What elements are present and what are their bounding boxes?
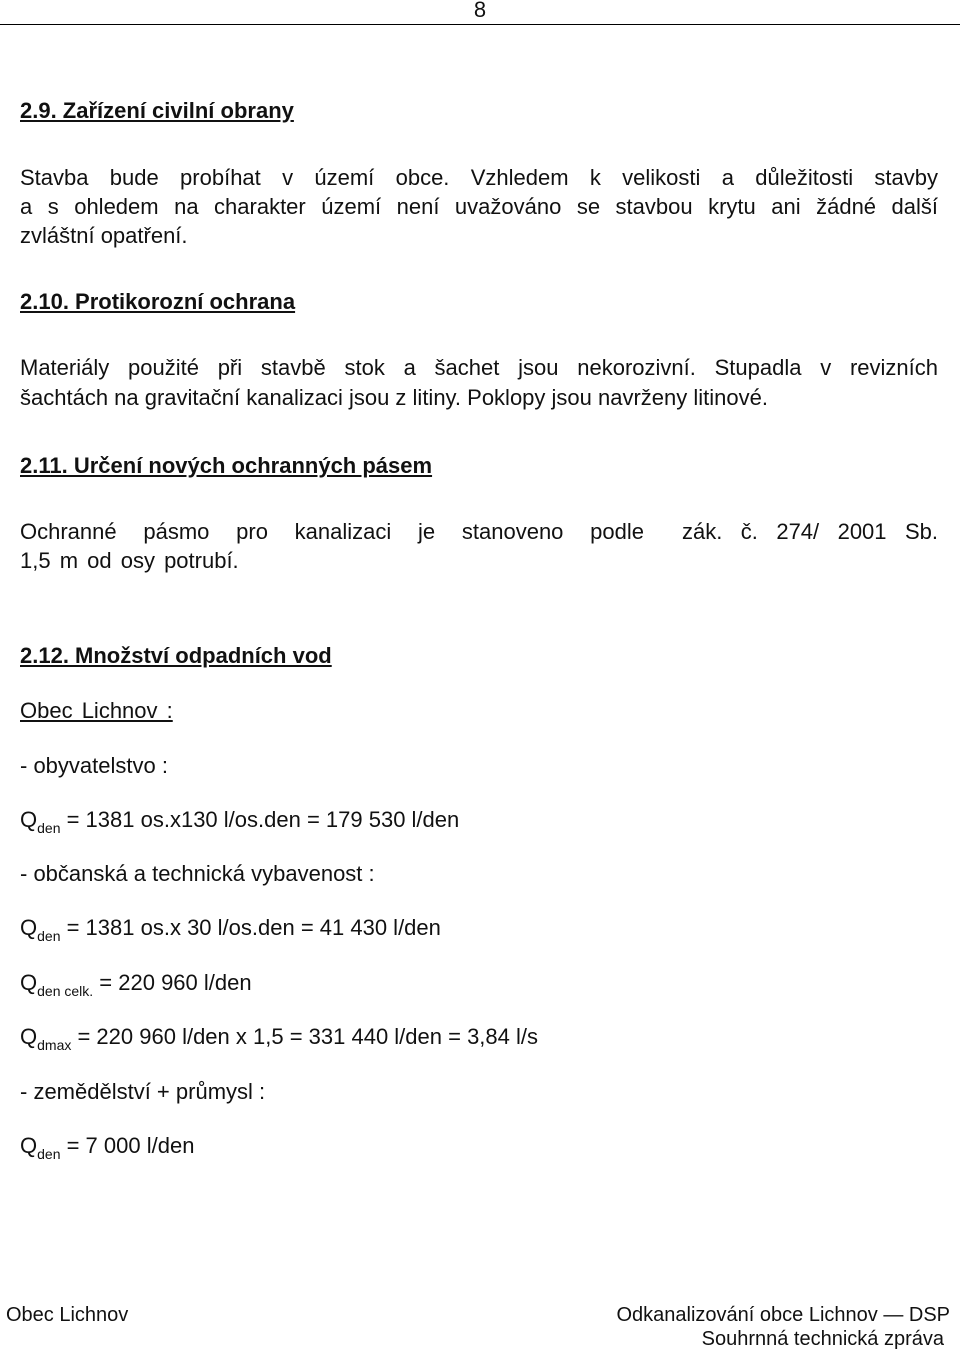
paragraph-line: zvláštní opatření. <box>20 223 188 248</box>
paragraph-line: Stavba bude probíhat v území obce. Vzhledem k velikosti a důležitosti stavby <box>20 165 938 190</box>
municipality-label: Obec Lichnov : <box>20 698 173 723</box>
formula-expression: = 220 960 l/den x 1,5 = 331 440 l/den = 3,84 l/s <box>71 1024 538 1049</box>
formula-q-den-1 <box>20 807 459 836</box>
category-label: - občanská a technická vybavenost : <box>20 861 375 886</box>
formula-subscript: den <box>37 928 61 944</box>
formula-symbol: Q <box>20 915 38 940</box>
formula-q-dmax <box>20 1024 538 1053</box>
footer-document: Souhrnná technická zpráva <box>701 1328 944 1350</box>
formula-symbol: Q <box>20 970 38 995</box>
paragraph-line: Ochranné pásmo pro kanalizaci je stanoveno podle <box>20 519 644 544</box>
page-number: 8 <box>473 0 487 22</box>
formula-q-den-2 <box>20 915 441 944</box>
section-heading-2-11: 2.11. Určení nových ochranných pásem <box>20 453 433 478</box>
paragraph-line: a s ohledem na charakter území není uvažováno se stavbou krytu ani žádné další <box>20 194 938 219</box>
section-heading-2-9: 2.9. Zařízení civilní obrany <box>20 98 294 123</box>
formula-subscript: den celk. <box>37 983 94 999</box>
formula-expression: = 220 960 l/den <box>93 970 252 995</box>
paragraph-line: šachtách na gravitační kanalizaci jsou z litiny. Poklopy jsou navrženy litinové. <box>20 385 768 410</box>
formula-symbol: Q <box>20 1133 38 1158</box>
formula-q-den-3 <box>20 1133 194 1162</box>
section-heading-2-12: 2.12. Množství odpadních vod <box>20 643 332 668</box>
formula-subscript: dmax <box>37 1037 72 1053</box>
paragraph-line: 1,5 m od osy potrubí. <box>20 548 239 573</box>
formula-subscript: den <box>37 1146 61 1162</box>
category-label: - zemědělství + průmysl : <box>20 1079 266 1104</box>
section-heading-2-10: 2.10. Protikorozní ochrana <box>20 289 296 314</box>
footer-left: Obec Lichnov <box>6 1304 129 1326</box>
paragraph-line: zák. č. 274/ 2001 Sb. <box>682 519 938 544</box>
category-label: - obyvatelstvo : <box>20 753 168 778</box>
formula-expression: = 1381 os.x130 l/os.den = 179 530 l/den <box>60 807 460 832</box>
formula-expression: = 1381 os.x 30 l/os.den = 41 430 l/den <box>60 915 441 940</box>
header-rule <box>0 24 960 25</box>
formula-subscript: den <box>37 820 61 836</box>
footer-project: Odkanalizování obce Lichnov — DSP <box>616 1304 950 1326</box>
formula-q-den-celk <box>20 970 252 999</box>
paragraph-line: Materiály použité při stavbě stok a šachet jsou nekorozivní. Stupadla v revizních <box>20 355 938 380</box>
formula-symbol: Q <box>20 1024 38 1049</box>
formula-expression: = 7 000 l/den <box>60 1133 195 1158</box>
formula-symbol: Q <box>20 807 38 832</box>
